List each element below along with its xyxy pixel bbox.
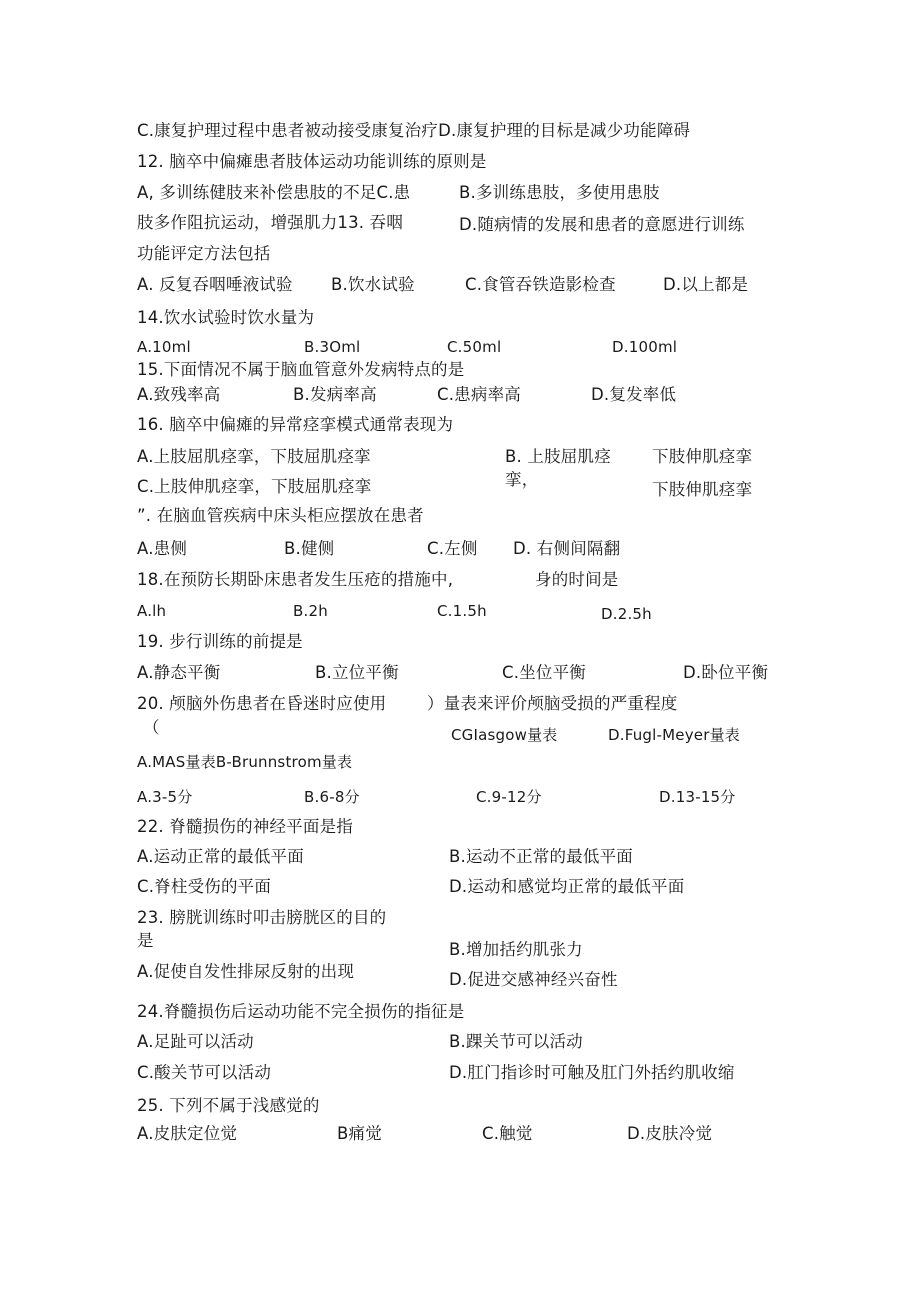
q22-stem: 22. 脊髓损伤的神经平面是指: [137, 817, 353, 836]
q12-option-a: A, 多训练健肢来补偿患肢的不足C.患: [137, 183, 411, 202]
q11-option-c-d: C.康复护理过程中患者被动接受康复治疗D.康复护理的目标是减少功能障碍: [137, 121, 691, 140]
q12-option-d: D.随病情的发展和患者的意愿进行训练: [459, 215, 745, 234]
q18-option-b: B.2h: [293, 602, 328, 620]
q14-option-c: C.50ml: [447, 338, 502, 356]
q19-option-d: D.卧位平衡: [683, 663, 769, 682]
q15-option-c: C.患病率高: [437, 385, 521, 404]
q13-option-c: C.食管吞铁造影检查: [465, 275, 616, 294]
q16-option-b-cont: 挛，: [505, 470, 539, 489]
q22-option-c: C.脊柱受伤的平面: [137, 877, 272, 896]
q23-stem-cont: 是: [137, 931, 154, 950]
q15-option-a: A.致残率高: [137, 385, 221, 404]
q15-option-b: B.发病率高: [293, 385, 377, 404]
q20-stem-cont: ）量表来评价颅脑受损的严重程度: [427, 694, 678, 713]
q17-option-d: D. 右侧间隔翻: [513, 539, 621, 558]
q15-stem: 15.下面情况不属于脑血管意外发病特点的是: [137, 360, 465, 379]
q12-stem: 12. 脑卒中偏瘫患者肢体运动功能训练的原则是: [137, 152, 487, 171]
q20-option-a-b: A.MAS量表B-Brunnstrom量表: [137, 753, 353, 771]
q12-option-b: B.多训练患肢，多使用患肢: [459, 183, 660, 202]
q24-option-b: B.踝关节可以活动: [449, 1032, 583, 1051]
q24-option-d: D.肛门指诊时可触及肛门外括约肌收缩: [449, 1063, 735, 1082]
q16-option-a: A.上肢屈肌痉挛，下肢屈肌痉挛: [137, 447, 371, 466]
q20-option-d: D.Fugl-Meyer量表: [608, 726, 740, 744]
q18-stem: 18.在预防长期卧床患者发生压疮的措施中,: [137, 570, 454, 589]
q13-stem-cont: 功能评定方法包括: [137, 244, 271, 263]
q24-stem: 24.脊髓损伤后运动功能不完全损伤的指征是: [137, 1002, 465, 1021]
q16-option-d: 下肢伸肌痉挛: [652, 480, 753, 499]
q25-option-a: A.皮肤定位觉: [137, 1124, 238, 1143]
q21-option-d: D.13-15分: [659, 788, 736, 806]
q17-option-c: C.左侧: [427, 539, 478, 558]
q13-option-d: D.以上都是: [663, 275, 749, 294]
q14-option-d: D.100ml: [612, 338, 678, 356]
q16-option-c: C.上肢伸肌痉挛，下肢屈肌痉挛: [137, 477, 372, 496]
q19-option-a: A.静态平衡: [137, 663, 221, 682]
q24-option-a: A.足趾可以活动: [137, 1032, 254, 1051]
q19-option-c: C.坐位平衡: [502, 663, 586, 682]
q14-stem: 14.饮水试验时饮水量为: [137, 308, 315, 327]
q25-option-d: D.皮肤冷觉: [627, 1124, 713, 1143]
q14-option-b: B.3Oml: [304, 338, 361, 356]
q21-option-c: C.9-12分: [476, 788, 542, 806]
q12-option-c-cont: 肢多作阻抗运动，增强肌力13. 吞咽: [137, 213, 404, 232]
q14-option-a: A.10ml: [137, 338, 191, 356]
q23-stem: 23. 膀胱训练时叩击膀胱区的目的: [137, 908, 387, 927]
q18-option-a: A.lh: [137, 602, 167, 620]
q18-stem-cont: 身的时间是: [535, 570, 619, 589]
q19-option-b: B.立位平衡: [315, 663, 399, 682]
q18-option-d: D.2.5h: [601, 605, 652, 623]
q25-option-b: B痛觉: [337, 1124, 382, 1143]
q20-stem: 20. 颅脑外伤患者在昏迷时应使用: [137, 694, 387, 713]
q16-option-b-lower: 下肢伸肌痉挛: [652, 447, 753, 466]
q19-stem: 19. 步行训练的前提是: [137, 632, 303, 651]
q23-option-b: B.增加括约肌张力: [449, 940, 583, 959]
q13-option-b: B.饮水试验: [331, 275, 415, 294]
q16-option-b: B. 上肢屈肌痉: [505, 447, 611, 466]
q24-option-c: C.酸关节可以活动: [137, 1063, 272, 1082]
q17-option-a: A.患侧: [137, 539, 188, 558]
q13-option-a: A. 反复吞咽唾液试验: [137, 275, 293, 294]
q25-option-c: C.触觉: [482, 1124, 533, 1143]
q15-option-d: D.复发率低: [591, 385, 677, 404]
q18-option-c: C.1.5h: [437, 602, 487, 620]
q21-option-a: A.3-5分: [137, 788, 193, 806]
q17-stem: ”. 在脑血管疾病中床头柜应摆放在患者: [137, 506, 424, 525]
q16-stem: 16. 脑卒中偏瘫的异常痉挛模式通常表现为: [137, 415, 454, 434]
q23-option-d: D.促进交感神经兴奋性: [449, 970, 618, 989]
q20-paren: （: [143, 718, 160, 737]
q20-option-c: CGIasgow量表: [451, 726, 558, 744]
q22-option-b: B.运动不正常的最低平面: [449, 847, 633, 866]
q25-stem: 25. 下列不属于浅感觉的: [137, 1096, 320, 1115]
q17-option-b: B.健侧: [284, 539, 335, 558]
q23-option-a: A.促使自发性排尿反射的出现: [137, 962, 355, 981]
q21-option-b: B.6-8分: [304, 788, 360, 806]
q22-option-a: A.运动正常的最低平面: [137, 847, 304, 866]
q22-option-d: D.运动和感觉均正常的最低平面: [449, 877, 685, 896]
